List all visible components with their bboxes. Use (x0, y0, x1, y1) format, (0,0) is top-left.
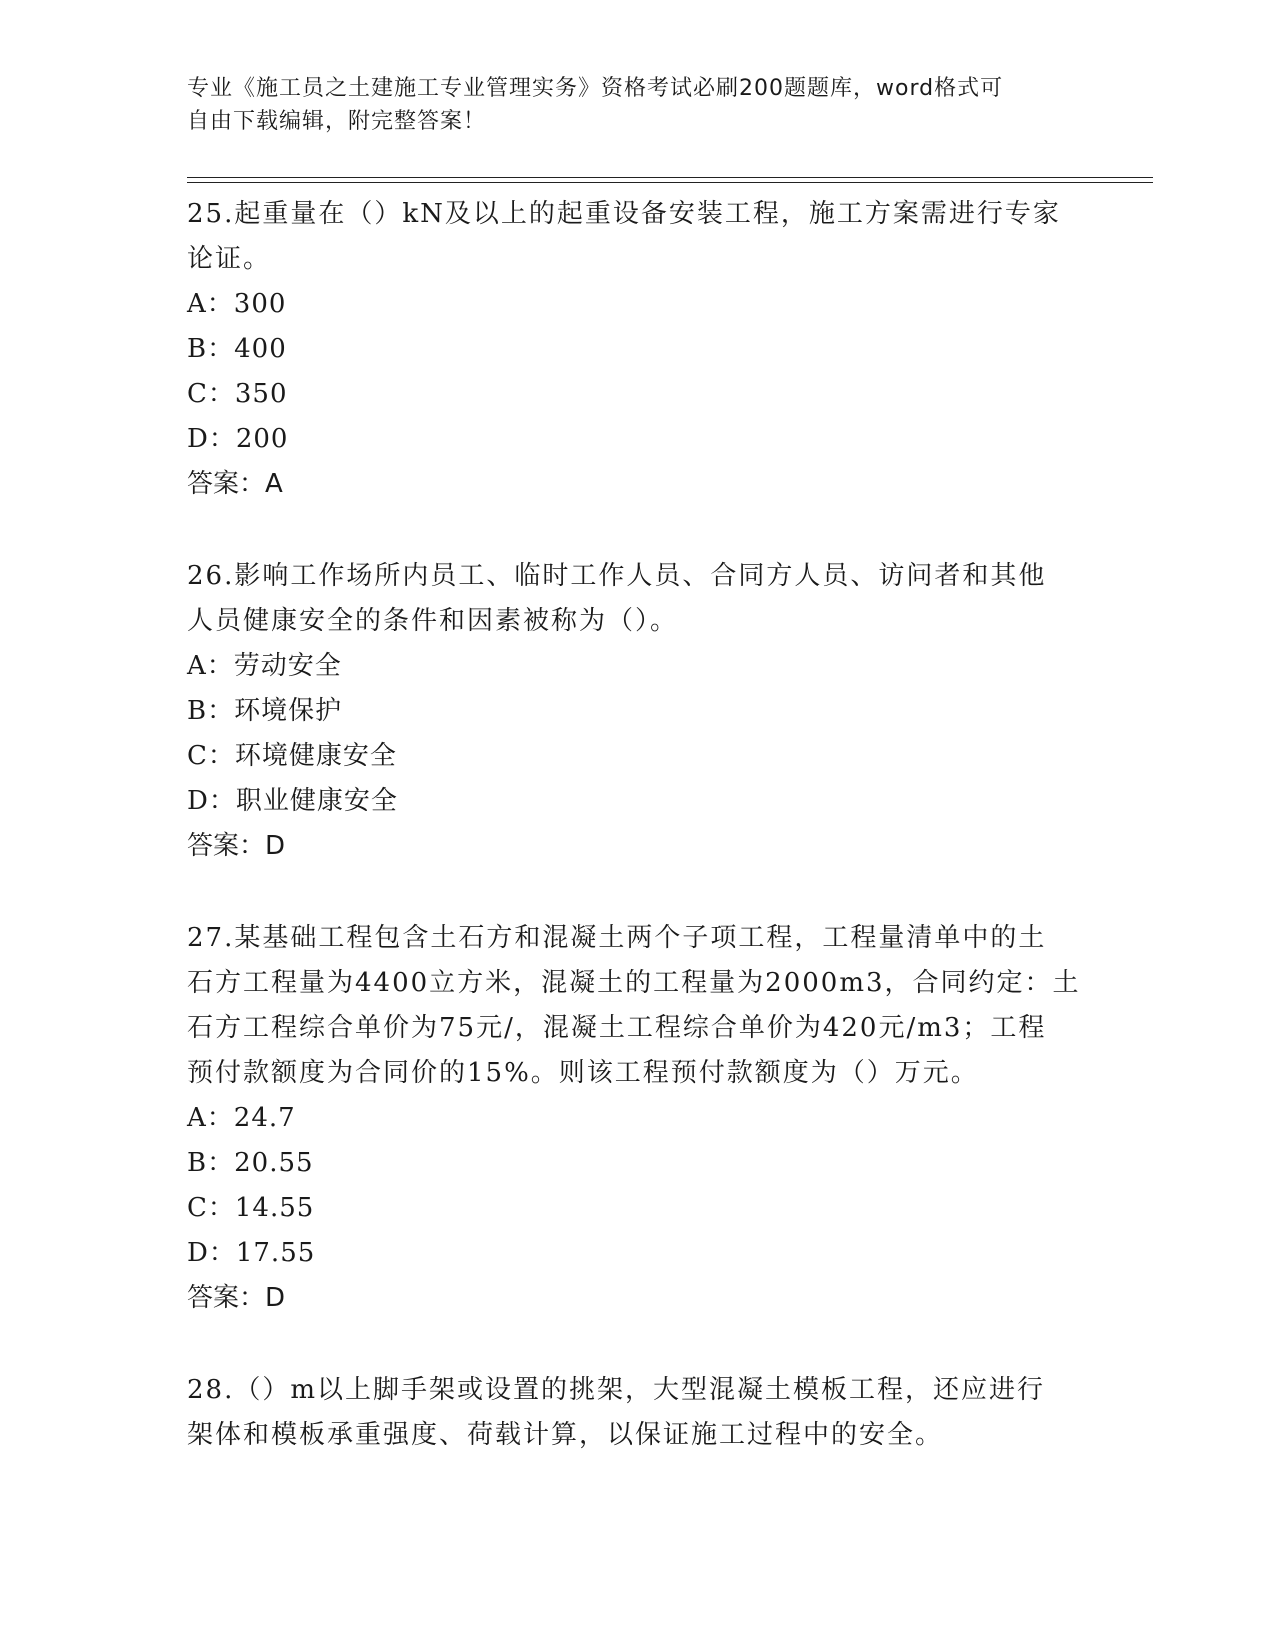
question-text: 人员健康安全的条件和因素被称为（）。 (187, 606, 679, 636)
option-b: B：400 (187, 334, 287, 364)
option-c: C：350 (187, 379, 288, 409)
header-divider (187, 177, 1153, 178)
option-c: C：环境健康安全 (187, 741, 397, 771)
option-a: A：300 (187, 289, 287, 319)
option-a: A：劳动安全 (187, 651, 342, 681)
question-text: 27.某基础工程包含土石方和混凝土两个子项工程，工程量清单中的土 (187, 923, 1047, 953)
question-27 (187, 916, 1087, 1321)
option-a: A：24.7 (187, 1103, 296, 1133)
answer: 答案：D (187, 831, 286, 861)
question-text: 25.起重量在（）kN及以上的起重设备安装工程，施工方案需进行专家 (187, 199, 1061, 229)
question-list (187, 192, 1087, 1505)
option-d: D：17.55 (187, 1238, 316, 1268)
question-text: 石方工程量为4400立方米，混凝土的工程量为2000m3，合同约定：土 (187, 968, 1081, 998)
answer: 答案：A (187, 469, 283, 499)
question-text: 预付款额度为合同价的15%。则该工程预付款额度为（）万元。 (187, 1058, 979, 1088)
answer: 答案：D (187, 1283, 286, 1313)
question-25 (187, 192, 1087, 507)
option-c: C：14.55 (187, 1193, 315, 1223)
question-text: 26.影响工作场所内员工、临时工作人员、合同方人员、访问者和其他 (187, 561, 1047, 591)
question-text: 论证。 (187, 244, 272, 274)
question-text: 石方工程综合单价为75元/，混凝土工程综合单价为420元/m3；工程 (187, 1013, 1047, 1043)
header-line: 自由下载编辑，附完整答案！ (187, 109, 487, 134)
option-d: D：职业健康安全 (187, 786, 398, 816)
header-divider (187, 182, 1153, 183)
question-text: 28.（）m以上脚手架或设置的挑架，大型混凝土模板工程，还应进行 (187, 1375, 1046, 1405)
option-b: B：环境保护 (187, 696, 343, 726)
question-text: 架体和模板承重强度、荷载计算，以保证施工过程中的安全。 (187, 1420, 944, 1450)
header-line: 专业《施工员之土建施工专业管理实务》资格考试必刷200题题库，word格式可 (187, 76, 1004, 101)
option-b: B：20.55 (187, 1148, 314, 1178)
question-26 (187, 554, 1087, 869)
question-28 (187, 1368, 1087, 1458)
document-header (187, 72, 1087, 138)
option-d: D：200 (187, 424, 289, 454)
